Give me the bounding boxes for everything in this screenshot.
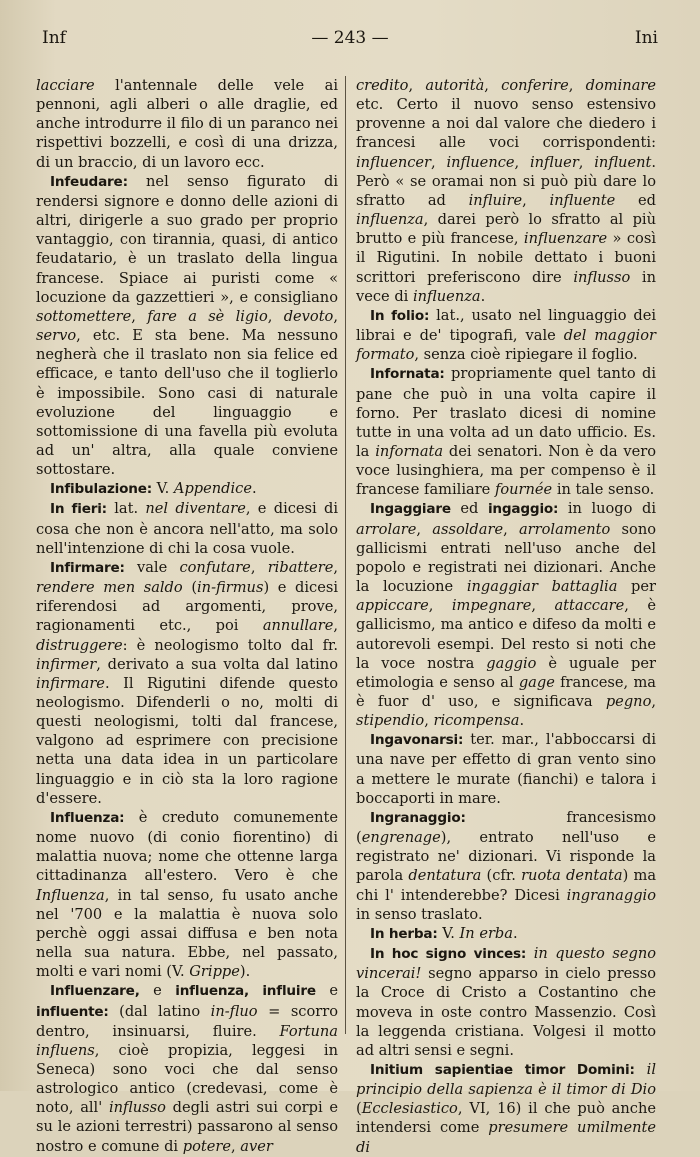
italic-text: rendere men saldo: [36, 579, 183, 597]
entry-influenzare: [36, 981, 338, 1155]
body-text: ).: [239, 963, 251, 981]
entry-influenza: [36, 808, 338, 981]
italic-text: del maggior formato: [356, 327, 656, 364]
body-text: ed: [615, 191, 657, 209]
left-column: [36, 76, 338, 1156]
body-text: in senso traslato.: [356, 905, 483, 923]
italic-text: credito: [356, 77, 409, 94]
body-text: .: [251, 480, 257, 498]
headword: In hoc signo vinces:: [370, 946, 527, 963]
body-text: l'antennale delle vele ai pennoni, agli alberi o alle draglie, ed anche introdurre il filo di un paranco nei rispettivi bozzelli, e così di una drizza, di un braccio, di un lavoro ecc.: [36, 77, 338, 171]
body-text: [526, 945, 534, 962]
body-text: ,: [131, 307, 148, 325]
italic-text: stipendio: [356, 712, 425, 730]
headword: Ingavonarsi:: [370, 732, 464, 749]
body-text: (cfr.: [481, 867, 522, 885]
italic-text: annullare: [262, 617, 334, 635]
entry-continuation: [36, 76, 338, 172]
italic-text: influsso: [108, 1099, 166, 1117]
body-text: ) e dicesi riferendosi ad argomenti, prove, ragionamenti etc., poi: [36, 579, 338, 635]
entry-ingaggiare: [356, 499, 656, 730]
body-text: vale: [124, 558, 180, 576]
header-left-guideword: Inf: [42, 28, 66, 48]
body-text: , darei però lo sfratto al più brutto e più francese,: [356, 211, 656, 248]
column-divider: [345, 76, 346, 1034]
italic-text: influenzare: [523, 230, 608, 248]
body-text: è uguale per etimologia e senso al: [356, 654, 656, 691]
body-text: ,: [484, 77, 502, 94]
body-text: , etc. E sta bene. Ma nessuno negherà che il traslato non sia felice ed efficace, e tanto dell'uso che il toglierlo è impossibile. Sono casi di naturale evoluzione del linguaggio e sottomissione di una favella più evoluta ad un' altra, alla quale conviene sottostare.: [36, 327, 338, 479]
body-text: ,: [333, 558, 339, 576]
body-text: ), entrato nell'uso e registrato ne' dizionari. Vi risponde la parola: [356, 829, 656, 885]
header-right-guideword: Ini: [634, 28, 658, 48]
body-text: (: [356, 1100, 362, 1118]
italic-text: In erba: [459, 924, 513, 942]
entry-continuation: [356, 76, 656, 306]
headword: Ingaggiare: [370, 501, 451, 518]
entry-in-fieri: [36, 499, 338, 557]
italic-text: aver: [240, 1137, 273, 1155]
body-text: ) ma chi l' intenderebbe? Dicesi: [356, 867, 657, 904]
body-text: francese, ma è fuor d' uso, e significava: [356, 673, 656, 710]
body-text: ,: [514, 153, 530, 171]
headword: Infirmare:: [50, 559, 125, 576]
italic-text: ingranaggio: [566, 886, 656, 904]
body-text: in tale senso.: [552, 481, 655, 499]
body-text: , cioè propizia, leggesi in Seneca) sono voci che dal senso astrologico antico (credevasi, come è noto, all': [36, 1041, 338, 1117]
entry-in-hoc-signo-vinces: [356, 944, 656, 1060]
headword: Influenza:: [50, 809, 125, 826]
italic-text: influence: [446, 153, 515, 171]
italic-text: ribattere: [267, 558, 334, 576]
body-text: .: [512, 924, 518, 942]
body-text: ,: [424, 712, 434, 730]
italic-text: arrolamento: [518, 520, 611, 538]
body-text: per: [617, 578, 656, 596]
italic-text: distruggere: [36, 636, 123, 654]
body-text: ,: [568, 77, 586, 94]
italic-text: influire: [468, 191, 523, 209]
italic-text: influenza: [356, 211, 424, 229]
body-text: ,: [531, 597, 555, 615]
italic-text: fare a sè ligio: [147, 307, 268, 325]
italic-text: in questo segno vincerai!: [356, 945, 657, 983]
italic-text: Appendice: [173, 480, 252, 498]
body-text: etc. Certo il nuovo senso estensivo provenne a noi dal valore che diedero i francesi alle voci corrispondenti:: [356, 96, 656, 152]
body-text: ,: [408, 77, 426, 94]
italic-text: influenza: [412, 287, 481, 305]
italic-text: presumere umilmente di: [356, 1119, 656, 1156]
body-text: ,: [333, 617, 338, 635]
body-text: ,: [267, 307, 284, 325]
italic-text: impegnare: [451, 597, 532, 615]
italic-text: ingaggiar battaglia: [466, 578, 618, 596]
entry-infeudare: [36, 172, 338, 480]
italic-text: gage: [518, 673, 555, 691]
italic-text: engrenage: [361, 829, 441, 847]
body-text: , senza cioè ripiegare il foglio.: [414, 346, 638, 364]
body-text: (: [182, 579, 198, 597]
headword: Infibulazione:: [50, 481, 152, 498]
italic-text: nel diventare: [145, 500, 246, 518]
body-text: ,: [431, 153, 447, 171]
body-text: . Il Rigutini difende questo neologismo. Difenderli o no, molti di questi neologismi, tolti dal francese, valgono ad esprimere con precisione netta una data idea in un particolare linguaggio e in ciò sta la loro ragione d'essere.: [36, 674, 338, 807]
headword: Influenzare,: [50, 983, 140, 1000]
body-text: degli astri sui corpi e su le azioni terrestri) passarono al senso nostro e comune di: [36, 1099, 338, 1155]
italic-text: ruota dentata: [521, 867, 623, 885]
body-text: , VI, 16) il che può anche intendersi come: [356, 1100, 656, 1137]
headword: influente:: [36, 1003, 109, 1020]
body-text: in vece di: [356, 268, 656, 305]
body-text: lat., usato nel linguaggio dei librai e de' tipografi, vale: [356, 306, 657, 345]
body-text: francesismo (: [356, 808, 656, 847]
body-text: è creduto comunemente nome nuovo (di conio fiorentino) di malattia nuova; nome che ottenne larga cittadinanza all'estero. Vero è che: [36, 808, 338, 885]
headword: In herba:: [370, 925, 438, 942]
body-text: » così il Rigutini. In nobile dettato i buoni scrittori preferiscono dire: [356, 230, 656, 286]
italic-text: potere: [182, 1137, 231, 1155]
right-column: [356, 76, 656, 1157]
body-text: = scorro dentro, insinuarsi, fluire.: [36, 1002, 339, 1040]
entry-infibulazione: [36, 479, 338, 499]
page-number: — 243 —: [311, 28, 389, 48]
body-text: V.: [152, 480, 174, 498]
italic-text: assoldare: [432, 520, 504, 538]
italic-text: Influenza: [36, 886, 105, 904]
body-text: ,: [231, 1137, 241, 1155]
italic-text: ricompensa: [433, 712, 520, 730]
entry-in-herba: [356, 924, 656, 944]
italic-text: influsso: [573, 268, 631, 286]
entry-infirmare: [36, 558, 338, 808]
body-text: in luogo di: [558, 500, 656, 518]
italic-text: conferire: [501, 77, 569, 94]
headword: influenza, influire: [175, 983, 316, 1000]
body-text: V.: [437, 924, 460, 942]
body-text: .: [480, 287, 486, 305]
body-text: .: [519, 712, 525, 730]
italic-text: influent: [594, 153, 652, 171]
body-text: [635, 1061, 647, 1078]
body-text: , derivato a sua volta dal latino: [96, 655, 338, 673]
italic-text: Ecclesiastico: [361, 1100, 458, 1118]
italic-text: devoto: [283, 307, 334, 325]
body-text: ,: [333, 307, 338, 325]
body-text: lat.: [106, 500, 146, 518]
headword: In folio:: [370, 307, 430, 324]
body-text: ed: [450, 500, 488, 518]
entry-infornata: [356, 364, 656, 499]
headword: Infeudare:: [50, 173, 128, 190]
italic-text: in-firmus: [197, 579, 264, 597]
entry-initium-sapientiae: [356, 1060, 656, 1157]
body-text: : è neologismo tolto dal fr.: [122, 636, 338, 654]
page-header: [42, 28, 658, 54]
italic-text: attaccare: [554, 597, 625, 615]
body-text: , è gallicismo, ma antico e difeso da molti e autorevoli esempi. Del resto si noti che la voce nostra: [356, 597, 657, 672]
italic-text: dominare: [585, 77, 657, 94]
italic-text: influencer: [356, 153, 432, 171]
body-text: ,: [250, 558, 268, 576]
italic-text: influente: [549, 191, 616, 209]
body-text: sono gallicismi entrati nell'uso anche del popolo e registrati nei dizionari. Anche la locuzione: [356, 520, 657, 596]
body-text: (dal latino: [108, 1002, 211, 1020]
headword: In fieri:: [50, 501, 107, 518]
italic-text: influer: [529, 153, 579, 171]
italic-text: Grippe: [189, 963, 240, 981]
headword: Initium sapientiae timor Domini:: [370, 1061, 635, 1078]
body-text: ,: [416, 520, 433, 538]
body-text: , e dicesi di cosa che non è ancora nell'atto, ma solo nell'intenzione di chi la cosa vuole.: [36, 500, 338, 557]
italic-text: appiccare: [356, 597, 429, 615]
italic-text: infirmare: [36, 674, 105, 692]
italic-text: il principio della sapienza è il timor di Dio: [356, 1060, 656, 1099]
body-text: ter. mar., l'abboccarsi di una nave per effetto di gran vento sino a mettere le murate (fianchi) e talora i boccaporti in mare.: [356, 731, 656, 807]
entry-ingranaggio: [356, 808, 656, 924]
body-text: dei senatori. Non è da vero voce lusinghiera, ma per compenso è il francese familiare: [356, 442, 657, 499]
italic-text: infornata: [375, 442, 444, 460]
italic-text: lacciare: [36, 77, 95, 94]
body-text: e: [139, 982, 176, 1000]
body-text: . Però « se oramai non si può più dare lo sfratto ad: [356, 153, 656, 209]
italic-text: gaggio: [486, 654, 537, 672]
italic-text: dentatura: [408, 867, 482, 885]
headword: Infornata:: [370, 366, 445, 383]
headword: ingaggio:: [487, 501, 559, 518]
body-text: e: [315, 982, 339, 1000]
italic-text: sottomettere: [36, 307, 132, 325]
body-text: ,: [651, 693, 656, 710]
body-text: segno apparso in cielo presso la Croce di Cristo a Costantino che moveva in oste contro Massenzio. Così la leggenda cristiana. Volgesi il motto ad altri sensi e segni.: [356, 965, 656, 1059]
italic-text: in-fluo: [210, 1002, 258, 1020]
body-text: ,: [522, 191, 550, 209]
body-text: ,: [503, 520, 519, 538]
italic-text: autorità: [425, 77, 485, 94]
italic-text: confutare: [179, 558, 251, 576]
entry-in-folio: [356, 306, 656, 364]
body-text: nel senso figurato di rendersi signore e donno delle azioni di altri, dirigerle a suo grado per proprio vantaggio, con tirannia, quasi, di antico feudatario, è un traslato della lingua francese. Spiace ai puristi come « locuzione da gazzettieri », e consigliano: [36, 172, 338, 306]
italic-text: infirmer: [36, 655, 97, 673]
italic-text: pegno: [605, 693, 652, 710]
body-text: ,: [578, 153, 595, 171]
body-text: , in tal senso, fu usato anche nel '700 e la malattia è nuova solo perchè oggi assai diffusa e ben nota nella sua natura. Ebbe, nel passato, molti e vari nomi (V.: [36, 886, 338, 981]
italic-text: Fortuna influens: [36, 1022, 338, 1059]
italic-text: arrolare: [356, 520, 417, 538]
italic-text: fournée: [494, 481, 553, 499]
headword: Ingranaggio:: [370, 809, 466, 826]
body-text: ,: [428, 597, 452, 615]
entry-ingavonarsi: [356, 730, 656, 808]
italic-text: servo: [36, 327, 77, 345]
body-text: propriamente quel tanto di pane che può in una volta capire il forno. Per traslato dicesi di nomine tutte in una volta ad un dato ufficio. Es. la: [356, 365, 656, 460]
